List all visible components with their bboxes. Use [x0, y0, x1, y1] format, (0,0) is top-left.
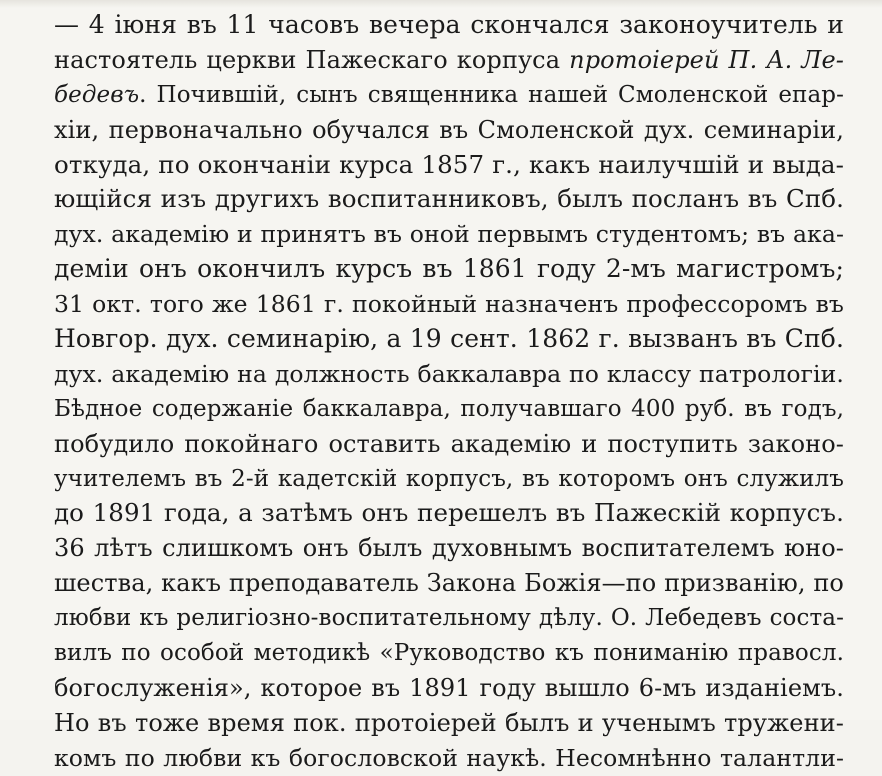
text-segment: Но въ тоже время пок. протоіерей былъ и ученымъ тружени- [54, 708, 844, 737]
obituary-paragraph [54, 8, 844, 776]
text-line [54, 706, 844, 741]
text-line [54, 671, 844, 706]
text-segment: — 4 іюня въ 11 часовъ вечера скончался законоучитель и [54, 10, 844, 39]
text-segment: Новгор. дух. семинарію, а 19 сент. 1862 г. вызванъ въ Спб. [54, 324, 844, 354]
text-segment: до 1891 года, а затѣмъ онъ перешелъ въ Пажескій корпусъ. [54, 498, 844, 528]
text-segment: . Почившій, сынъ священника нашей Смоленской епар- [139, 81, 844, 108]
text-segment: учителемъ въ 2-й кадетскій корпусъ, въ которомъ онъ служилъ [54, 465, 844, 492]
text-segment: откуда, по окончаніи курса 1857 г., какъ наилучшій и выда- [54, 149, 844, 179]
text-line [54, 8, 844, 43]
text-segment: деміи онъ окончилъ курсъ въ 1861 году 2-мъ магистромъ; [54, 254, 844, 284]
text-line [54, 392, 844, 427]
text-line [54, 496, 844, 531]
text-segment: дух. академію и принятъ въ оной первымъ студентомъ; въ ака- [54, 220, 844, 249]
text-line [54, 427, 844, 462]
text-segment: 31 окт. того же 1861 г. покойный назначенъ профессоромъ въ [54, 290, 844, 319]
text-segment: 36 лѣтъ слишкомъ онъ былъ духовнымъ воспитателемъ юно- [54, 534, 844, 563]
text-line [54, 78, 844, 113]
text-line [54, 252, 844, 287]
text-segment: хіи, первоначально обучался въ Смоленской дух. семинаріи, [54, 115, 844, 144]
text-line [54, 636, 844, 671]
text-line [54, 217, 844, 252]
text-line [54, 601, 844, 636]
text-line [54, 287, 844, 322]
text-segment: настоятель церкви Пажескаго корпуса [54, 45, 570, 74]
text-line [54, 566, 844, 601]
italic-text-segment: протоіерей П. А. Ле- [569, 45, 844, 74]
text-line [54, 113, 844, 148]
text-line [54, 148, 844, 183]
text-line [54, 322, 844, 357]
text-segment: комъ по любви къ богословской наукѣ. Несомнѣнно талантли- [54, 743, 844, 772]
text-line [54, 531, 844, 566]
text-segment: ющійся изъ другихъ воспитанниковъ, былъ посланъ въ Спб. [54, 184, 844, 214]
text-segment: шества, какъ преподаватель Закона Божія—по призванію, по [54, 569, 844, 598]
text-line [54, 182, 844, 217]
text-line [54, 357, 844, 392]
text-segment: вилъ по особой методикѣ «Руководство къ пониманію правосл. [54, 640, 844, 667]
text-line [54, 741, 844, 776]
bleed-through-shadow [0, 0, 882, 8]
text-segment: побудило покойнаго оставить академію и поступить законо- [54, 429, 844, 458]
text-segment: любви къ религіозно-воспитательному дѣлу. О. Лебедевъ соста- [54, 605, 844, 632]
text-segment: богослуженія», которое въ 1891 году вышло 6-мъ изданіемъ. [54, 673, 844, 702]
text-segment: Бѣдное содержаніе баккалавра, получавшаго 400 руб. въ годъ, [54, 395, 844, 422]
italic-text-segment: бедевъ [54, 81, 140, 108]
text-line [54, 43, 844, 78]
text-segment: дух. академію на должность баккалавра по классу патрологіи. [54, 359, 844, 388]
text-line [54, 462, 844, 497]
